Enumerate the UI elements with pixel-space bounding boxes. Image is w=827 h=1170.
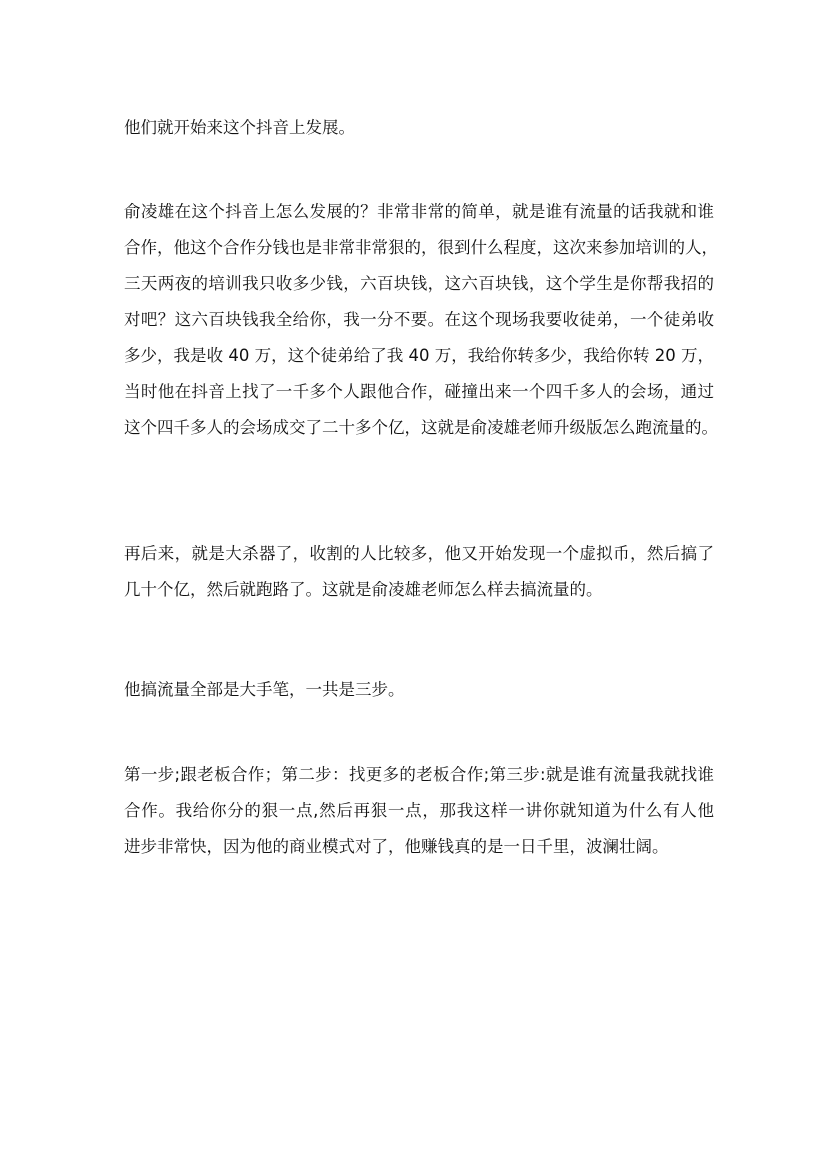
text-line: 三天两夜的培训我只收多少钱，六百块钱，这六百块钱，这个学生是你帮我招的 xyxy=(124,274,714,293)
text-line: 合作。我给你分的狠一点,然后再狠一点，那我这样一讲你就知道为什么有人他 xyxy=(124,801,714,820)
text-line: 俞凌雄在这个抖音上怎么发展的？非常非常的简单，就是谁有流量的话我就和谁 xyxy=(124,202,714,221)
text-line: 他们就开始来这个抖音上发展。 xyxy=(124,118,355,137)
text-line: 第一步;跟老板合作；第二步：找更多的老板合作;第三步:就是谁有流量我就找谁 xyxy=(124,765,714,784)
paragraph-4 xyxy=(124,672,714,708)
paragraph-1 xyxy=(124,110,714,146)
text-line: 进步非常快，因为他的商业模式对了，他赚钱真的是一日千里，波澜壮阔。 xyxy=(124,837,669,856)
text-line: 他搞流量全部是大手笔，一共是三步。 xyxy=(124,680,405,699)
text-line: 几十个亿，然后就跑路了。这就是俞凌雄老师怎么样去搞流量的。 xyxy=(124,580,603,599)
text-line: 对吧？这六百块钱我全给你，我一分不要。在这个现场我要收徒弟，一个徒弟收 xyxy=(124,310,714,329)
paragraph-3 xyxy=(124,536,714,608)
text-line: 多少，我是收 40 万，这个徒弟给了我 40 万，我给你转多少，我给你转 20 万， xyxy=(124,346,714,365)
paragraph-2 xyxy=(124,194,718,446)
text-line: 再后来，就是大杀器了，收割的人比较多，他又开始发现一个虚拟币，然后搞了 xyxy=(124,544,714,563)
paragraph-5 xyxy=(124,757,714,865)
text-line: 当时他在抖音上找了一千多个人跟他合作，碰撞出来一个四千多人的会场，通过 xyxy=(124,382,714,401)
text-line: 这个四千多人的会场成交了二十多个亿，这就是俞凌雄老师升级版怎么跑流量的。 xyxy=(124,418,718,437)
text-line: 合作，他这个合作分钱也是非常非常狠的，很到什么程度，这次来参加培训的人， xyxy=(124,238,718,257)
